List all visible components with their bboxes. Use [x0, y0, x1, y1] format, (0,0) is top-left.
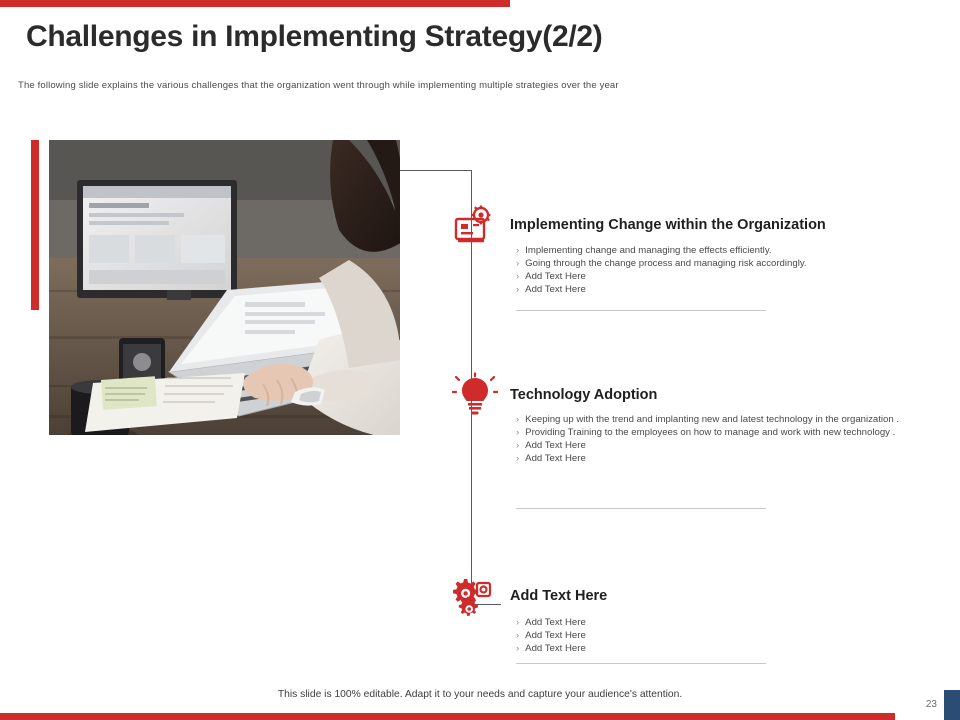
item-1-bullets [516, 245, 936, 297]
list-item: › Providing Training to the employees on how to manage and work with new technology . [516, 427, 896, 438]
lightbulb-icon [452, 372, 498, 418]
chevron-right-icon: › [516, 245, 520, 256]
connector-top-horizontal [400, 170, 472, 171]
page-subtitle: The following slide explains the various challenges that the organization went through while implementing multiple strategies over the year [18, 80, 619, 91]
chevron-right-icon: › [516, 617, 520, 628]
list-item: › Add Text Here [516, 453, 586, 464]
item-1-divider [516, 310, 766, 311]
chevron-right-icon: › [516, 440, 520, 451]
item-1-heading: Implementing Change within the Organization [510, 217, 826, 233]
page-number: 23 [925, 699, 937, 710]
chevron-right-icon: › [516, 453, 520, 464]
item-3-bullets [516, 617, 936, 656]
list-item: › Add Text Here [516, 284, 586, 295]
item-2-divider [516, 508, 766, 509]
list-item: › Going through the change process and managing risk accordingly. [516, 258, 807, 269]
chevron-right-icon: › [516, 284, 520, 295]
chevron-right-icon: › [516, 427, 520, 438]
chevron-right-icon: › [516, 271, 520, 282]
photo-illustration [49, 140, 400, 435]
laptop-photo [49, 140, 400, 435]
item-3-heading: Add Text Here [510, 588, 608, 604]
change-management-icon [450, 203, 496, 249]
page-title: Challenges in Implementing Strategy(2/2) [26, 20, 603, 53]
list-item: › Add Text Here [516, 440, 586, 451]
left-accent-bar [31, 140, 39, 310]
chevron-right-icon: › [516, 414, 520, 425]
bottom-accent-bar [0, 713, 895, 720]
item-3-divider [516, 663, 766, 664]
list-item: › Add Text Here [516, 271, 586, 282]
bottom-right-accent [944, 690, 960, 720]
top-accent-bar [0, 0, 510, 7]
footer-note: This slide is 100% editable. Adapt it to your needs and capture your audience's attention. [277, 689, 683, 700]
chevron-right-icon: › [516, 630, 520, 641]
list-item: › Add Text Here [516, 630, 586, 641]
list-item: › Keeping up with the trend and implanting new and latest technology in the organization . [516, 414, 900, 425]
list-item: › Add Text Here [516, 617, 586, 628]
gears-icon [450, 575, 496, 621]
list-item: › Implementing change and managing the effects efficiently. [516, 245, 772, 256]
chevron-right-icon: › [516, 258, 520, 269]
list-item: › Add Text Here [516, 643, 586, 654]
chevron-right-icon: › [516, 643, 520, 654]
item-2-bullets [516, 414, 936, 466]
item-2-heading: Technology Adoption [510, 387, 658, 403]
